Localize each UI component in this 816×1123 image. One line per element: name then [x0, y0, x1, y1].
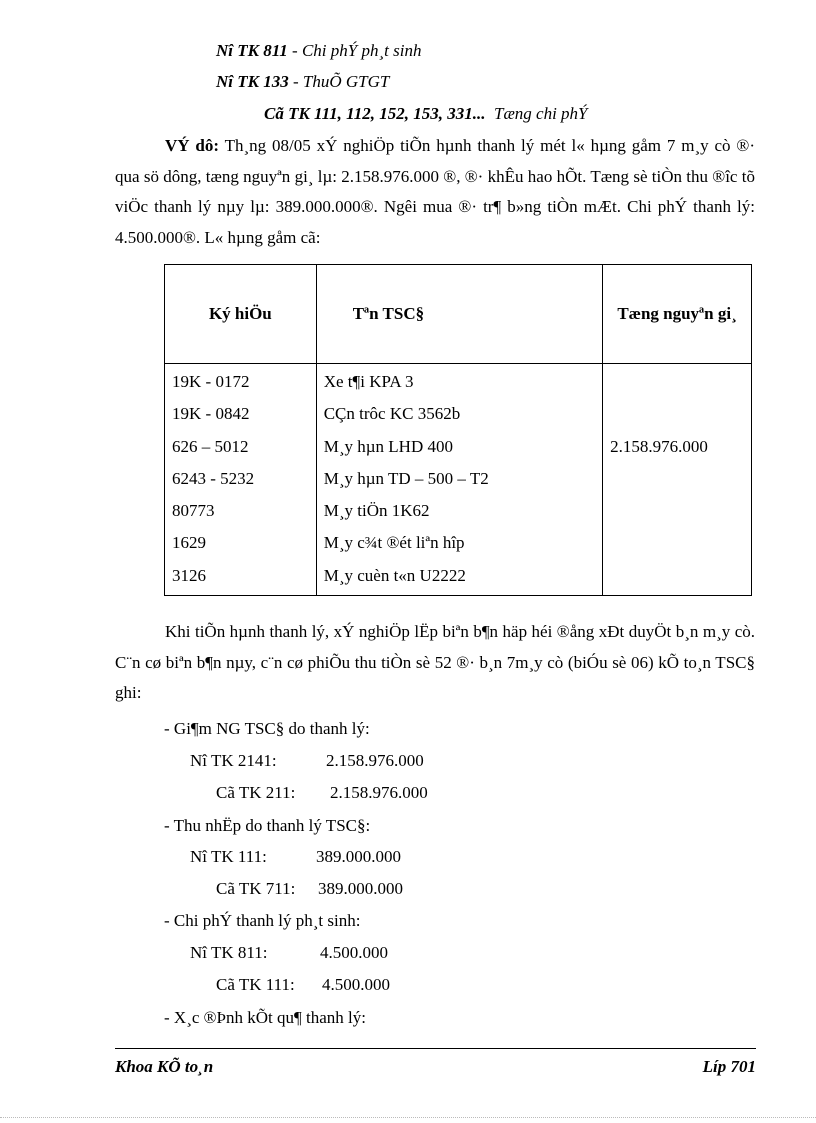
journal-credit: [216, 974, 390, 996]
asset-name: M¸y tiÖn 1K62: [323, 501, 430, 521]
footer-left: Khoa KÕ to¸n: [115, 1057, 214, 1076]
asset-name: Xe t¶i KPA 3: [323, 372, 414, 391]
journal-title: - Chi phÝ thanh lý ph¸t sinh:: [164, 911, 361, 930]
footer-right: Líp 701: [702, 1057, 756, 1076]
journal-account: Nî TK 811:: [190, 943, 268, 962]
journal-amount: 4.500.000: [322, 975, 390, 994]
entry-account: Nî TK 811: [216, 41, 288, 60]
header-name: Tªn TSC§: [316, 265, 602, 364]
asset-name: M¸y hµn LHD 400: [323, 436, 453, 456]
asset-code: 3126: [172, 565, 206, 585]
example-label: VÝ dô:: [165, 136, 220, 155]
entry-account: Nî TK 133: [216, 72, 289, 91]
journal-amount: 2.158.976.000: [330, 783, 428, 802]
thanh-ly-paragraph: Khi tiÕn hµnh thanh lý, xÝ nghiÖp lËp biªn b¶n häp héi ®ång xÐt duyÖt b¸n m¸y cò. C¨n cø biªn b¶n nµy, c¨n cø phiÕu thu tiÒn sè 52 ®· b¸n 7m¸y cò (biÓu sè 06) kÕ to¸n TSC§ ghi:: [115, 622, 755, 702]
entry-desc: - ThuÕ GTGT: [288, 72, 390, 91]
asset-code: 1629: [172, 533, 206, 553]
journal-amount: 4.500.000: [320, 943, 388, 962]
asset-table-header: [165, 265, 752, 364]
codes-cell: [165, 364, 317, 596]
asset-total: 2.158.976.000: [610, 436, 708, 456]
journal-account: Nî TK 111:: [190, 847, 267, 866]
footer-rule: [115, 1048, 756, 1049]
asset-code: 80773: [172, 501, 215, 521]
journal-account: Cã TK 211:: [216, 783, 296, 802]
total-cell: [603, 364, 752, 596]
asset-table-body: [165, 364, 752, 596]
names-cell: [316, 364, 602, 596]
journal-title-result: - X¸c ®Þnh kÕt qu¶ thanh lý:: [164, 1008, 366, 1027]
journal-account: Cã TK 711:: [216, 879, 296, 898]
entry-debit-133: [216, 71, 389, 93]
page-bottom-rule: [0, 1117, 816, 1118]
entry-desc: Tæng chi phÝ: [485, 104, 588, 123]
journal-debit: [190, 750, 424, 772]
entry-desc: - Chi phÝ ph¸t sinh: [287, 41, 422, 60]
example-text: Th¸ng 08/05 xÝ nghiÖp tiÕn hµnh thanh lý mét l« hµng gåm 7 m¸y cò ®· qua sö dông, tæng nguyªn gi¸ lµ: 2.158.976.000 ®, ®· khÊu hao hÕt. Tæng sè tiÒn thu ®îc tõ viÖc thanh lý nµy lµ: 389.000.000®. Ngêi mua ®· tr¶ b»ng tiÒn mÆt. Chi phÝ thanh lý: 4.500.000®. L« hµng gåm cã:: [115, 136, 755, 247]
asset-code: 626 – 5012: [172, 436, 249, 456]
journal-credit: [216, 782, 428, 804]
journal-debit: [190, 942, 388, 964]
asset-name: M¸y hµn TD – 500 – T2: [323, 468, 489, 488]
journal-account: Cã TK 111:: [216, 975, 295, 994]
example-paragraph: [115, 131, 755, 253]
journal-credit: [216, 878, 403, 900]
entry-account: Cã TK 111, 112, 152, 153, 331...: [264, 104, 486, 123]
entry-debit-811: [216, 40, 421, 62]
header-code: Ký hiÖu: [165, 265, 317, 364]
asset-name: CÇn trôc KC 3562b: [323, 404, 461, 424]
journal-amount: 389.000.000: [316, 847, 401, 866]
journal-account: Nî TK 2141:: [190, 751, 277, 770]
asset-name: M¸y c¾t ®ét liªn hîp: [323, 533, 465, 553]
asset-name: M¸y cuèn t«n U2222: [323, 565, 466, 585]
asset-code: 19K - 0172: [172, 372, 250, 391]
asset-code: 6243 - 5232: [172, 468, 255, 488]
journal-amount: 2.158.976.000: [326, 751, 424, 770]
journal-title: - Thu nhËp do thanh lý TSC§:: [164, 816, 371, 835]
journal-amount: 389.000.000: [318, 879, 403, 898]
asset-code: 19K - 0842: [172, 404, 250, 424]
journal-title: - Gi¶m NG TSC§ do thanh lý:: [164, 719, 370, 738]
header-total: Tæng nguyªn gi¸: [603, 265, 752, 364]
asset-table: [164, 264, 752, 596]
journal-debit: [190, 846, 401, 868]
entry-credit-multi: [264, 103, 588, 125]
